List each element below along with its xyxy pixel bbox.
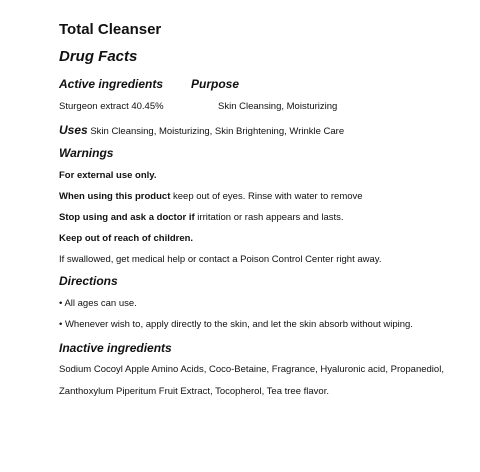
stop-using-text: irritation or rash appears and lasts.: [194, 212, 344, 223]
inactive-ingredients-line: Sodium Cocoyl Apple Amino Acids, Coco-Betaine, Fragrance, Hyaluronic acid, Propanediol,: [59, 364, 444, 375]
product-title: Total Cleanser: [59, 21, 162, 38]
when-using-label: When using this product: [59, 191, 171, 202]
when-using-text: keep out of eyes. Rinse with water to remove: [170, 191, 363, 202]
uses-heading: Uses: [59, 123, 88, 137]
directions-heading: Directions: [59, 274, 118, 288]
external-use-warning: For external use only.: [59, 170, 157, 181]
direction-item: • Whenever wish to, apply directly to the skin, and let the skin absorb without wiping.: [59, 319, 413, 330]
stop-using-warning: [59, 212, 344, 223]
keep-out-warning: Keep out of reach of children.: [59, 233, 194, 244]
uses-line: [59, 123, 344, 137]
stop-using-label: Stop using and ask a doctor if: [59, 212, 195, 223]
when-using-warning: [59, 191, 363, 202]
direction-item: • All ages can use.: [59, 298, 137, 309]
uses-text: Skin Cleansing, Moisturizing, Skin Brightening, Wrinkle Care: [87, 126, 345, 137]
purpose-heading: Purpose: [191, 77, 240, 91]
inactive-ingredients-heading: Inactive ingredients: [59, 341, 172, 355]
drug-facts-heading: Drug Facts: [59, 48, 138, 65]
active-ingredient-value: Sturgeon extract 40.45%: [59, 101, 164, 112]
swallowed-warning: If swallowed, get medical help or contact a Poison Control Center right away.: [59, 254, 382, 265]
warnings-heading: Warnings: [59, 146, 114, 160]
purpose-value: Skin Cleansing, Moisturizing: [218, 101, 338, 112]
active-ingredients-heading: Active ingredients: [59, 77, 164, 91]
inactive-ingredients-line: Zanthoxylum Piperitum Fruit Extract, Tocopherol, Tea tree flavor.: [59, 386, 329, 397]
